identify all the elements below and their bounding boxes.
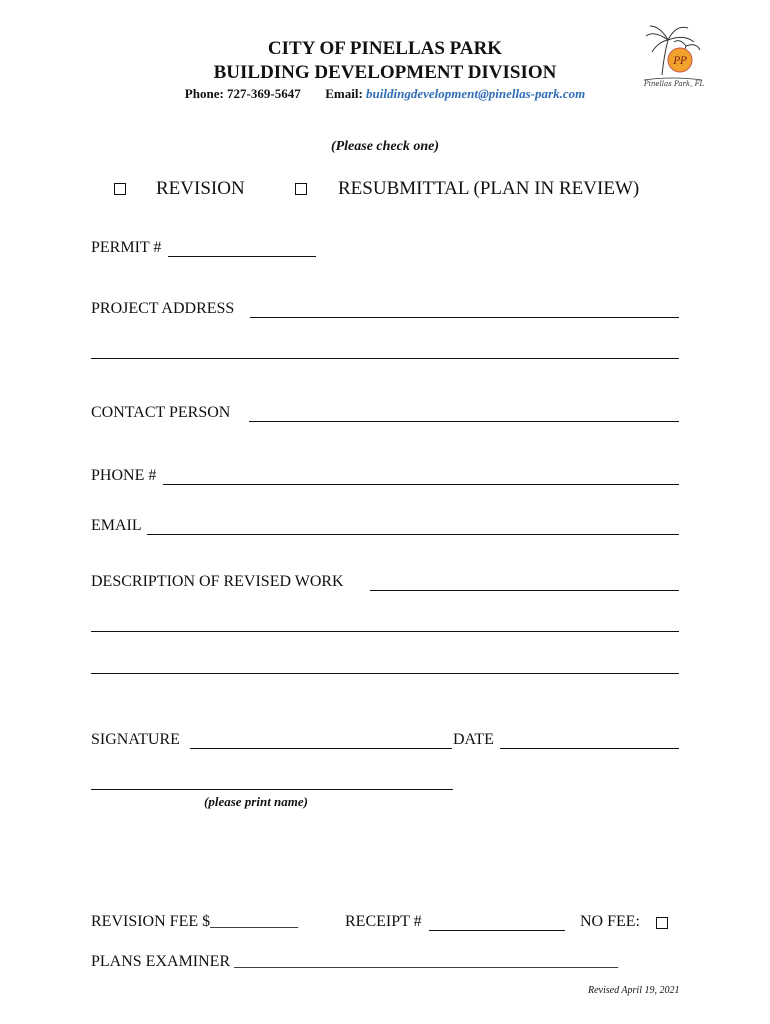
date-label: DATE <box>453 731 494 748</box>
project-address-field-2[interactable] <box>91 358 679 359</box>
date-field[interactable] <box>500 748 679 749</box>
signature-label: SIGNATURE <box>91 731 180 748</box>
print-name-field[interactable] <box>91 789 453 790</box>
email-address[interactable]: buildingdevelopment@pinellas-park.com <box>366 86 586 101</box>
city-logo <box>640 20 704 98</box>
svg-text:PP: PP <box>673 56 687 67</box>
description-field-3[interactable] <box>91 673 679 674</box>
revision-label: REVISION <box>156 178 245 199</box>
project-address-field[interactable] <box>250 317 679 318</box>
revision-date-footer: Revised April 19, 2021 <box>588 985 680 996</box>
resubmittal-label: RESUBMITTAL (PLAN IN REVIEW) <box>338 178 640 199</box>
phone-field-label: PHONE # <box>91 467 157 484</box>
description-field[interactable] <box>370 590 679 591</box>
receipt-label: RECEIPT # <box>345 913 422 930</box>
city-title: CITY OF PINELLAS PARK <box>267 38 503 59</box>
email-field-label: EMAIL <box>91 517 142 534</box>
signature-field[interactable] <box>190 748 452 749</box>
project-address-label: PROJECT ADDRESS <box>91 300 235 317</box>
permit-label: PERMIT # <box>91 239 162 256</box>
revision-checkbox[interactable] <box>114 183 126 195</box>
no-fee-checkbox[interactable] <box>656 917 668 929</box>
description-field-2[interactable] <box>91 631 679 632</box>
print-name-note: (please print name) <box>204 794 308 809</box>
email-label: Email: <box>325 86 363 101</box>
logo-text: Pinellas Park, FL <box>643 80 705 88</box>
description-label: DESCRIPTION OF REVISED WORK <box>91 573 344 590</box>
resubmittal-checkbox[interactable] <box>295 183 307 195</box>
phone-label: Phone: <box>184 86 224 101</box>
no-fee-label: NO FEE: <box>580 913 640 930</box>
phone-field[interactable] <box>163 484 679 485</box>
division-title: BUILDING DEVELOPMENT DIVISION <box>213 62 557 83</box>
phone-number: 727-369-5647 <box>227 86 301 101</box>
contact-person-field[interactable] <box>249 421 679 422</box>
receipt-field[interactable] <box>429 930 565 931</box>
check-instruction: (Please check one) <box>330 139 440 154</box>
revision-fee-label: REVISION FEE $___________ <box>91 913 299 930</box>
email-field[interactable] <box>147 534 679 535</box>
permit-field[interactable] <box>168 256 316 257</box>
plans-examiner-label: PLANS EXAMINER ________________________________________________ <box>91 953 619 970</box>
contact-person-label: CONTACT PERSON <box>91 404 231 421</box>
